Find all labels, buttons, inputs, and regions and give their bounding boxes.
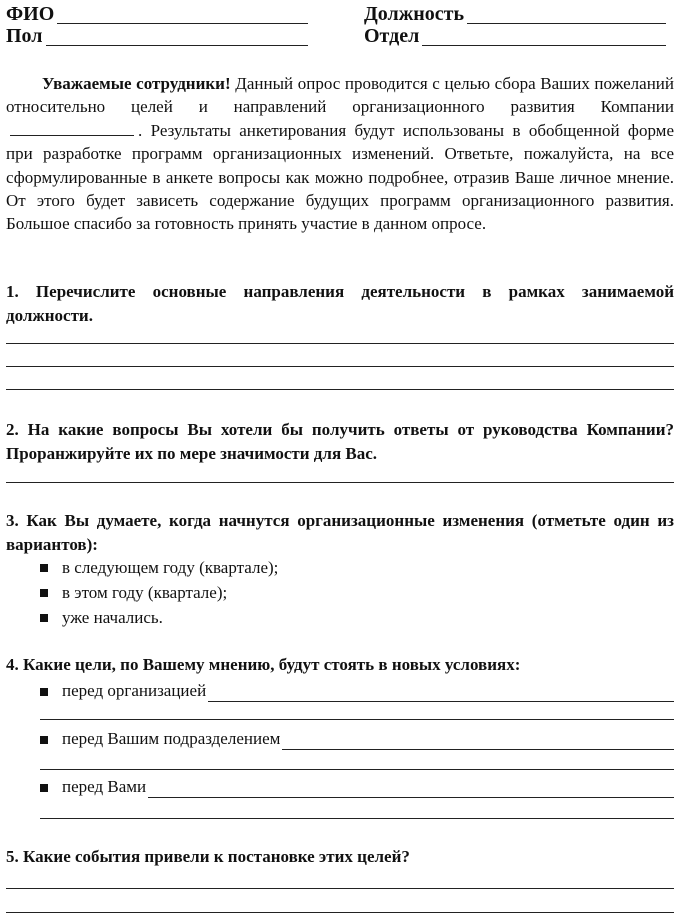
department-label: Отдел — [364, 25, 420, 47]
q3-option-this-year[interactable] — [40, 582, 227, 604]
option-label: перед Вашим подразделением — [62, 729, 281, 748]
answer-line[interactable] — [282, 733, 674, 750]
answer-line[interactable] — [148, 781, 674, 798]
department-input-line[interactable] — [422, 29, 666, 46]
answer-line[interactable] — [6, 389, 674, 390]
square-bullet-icon — [40, 564, 48, 572]
answer-line[interactable] — [208, 685, 674, 702]
fio-field[interactable] — [6, 4, 308, 24]
fio-input-line[interactable] — [57, 7, 308, 24]
square-bullet-icon — [40, 736, 48, 744]
q4-personal-row[interactable] — [40, 776, 674, 798]
option-label: в следующем году (квартале); — [62, 558, 279, 577]
company-name-blank[interactable] — [10, 121, 134, 136]
square-bullet-icon — [40, 589, 48, 597]
position-input-line[interactable] — [467, 7, 666, 24]
fio-label: ФИО — [6, 3, 55, 25]
q4-department-row[interactable] — [40, 728, 674, 750]
question-4: 4. Какие цели, по Вашему мнению, будут стоять в новых условиях: — [6, 655, 521, 674]
option-label: перед организацией — [62, 681, 207, 700]
option-label: в этом году (квартале); — [62, 583, 228, 602]
square-bullet-icon — [40, 688, 48, 696]
intro-text-part1: Данный опрос проводится с целью сбора Ваших пожеланий относительно целей и направлений организационного развития Компании — [6, 74, 674, 117]
department-field[interactable] — [364, 26, 666, 46]
gender-label: Пол — [6, 25, 43, 47]
gender-input-line[interactable] — [46, 29, 308, 46]
question-1: 1. Перечислите основные направления деятельности в рамках занимаемой должности. — [6, 282, 674, 325]
square-bullet-icon — [40, 784, 48, 792]
option-label: уже начались. — [62, 608, 163, 627]
answer-line[interactable] — [6, 366, 674, 367]
answer-line[interactable] — [40, 818, 674, 819]
gender-field[interactable] — [6, 26, 308, 46]
answer-line[interactable] — [40, 769, 674, 770]
answer-line[interactable] — [6, 912, 674, 913]
answer-line[interactable] — [6, 482, 674, 483]
answer-line[interactable] — [6, 888, 674, 889]
q4-organization-row[interactable] — [40, 680, 674, 702]
intro-greeting: Уважаемые сотрудники! — [42, 74, 231, 93]
intro-paragraph — [6, 72, 674, 236]
answer-line[interactable] — [6, 343, 674, 344]
question-5: 5. Какие события привели к постановке этих целей? — [6, 847, 410, 866]
position-field[interactable] — [364, 4, 666, 24]
square-bullet-icon — [40, 614, 48, 622]
question-3: 3. Как Вы думаете, когда начнутся организационные изменения (отметьте один из вариантов): — [6, 511, 674, 554]
intro-text-part2: . Результаты анкетирования будут использованы в обобщенной форме при разработке программ организационных изменений. Ответьте, пожалуйста, на все сформулированные в анкете вопросы как можно подробнее, отразив Ваше личное мнение. От этого будет зависеть содержание будущих программ организационного развития. Большое спасибо за готовность принять участие в данном опросе. — [6, 120, 674, 234]
option-label: перед Вами — [62, 777, 147, 796]
question-2: 2. На какие вопросы Вы хотели бы получить ответы от руководства Компании? Проранжируйте их по мере значимости для Вас. — [6, 420, 674, 463]
q3-option-next-year[interactable] — [40, 557, 278, 579]
answer-line[interactable] — [40, 719, 674, 720]
q3-option-already-started[interactable] — [40, 607, 163, 629]
position-label: Должность — [364, 3, 465, 25]
